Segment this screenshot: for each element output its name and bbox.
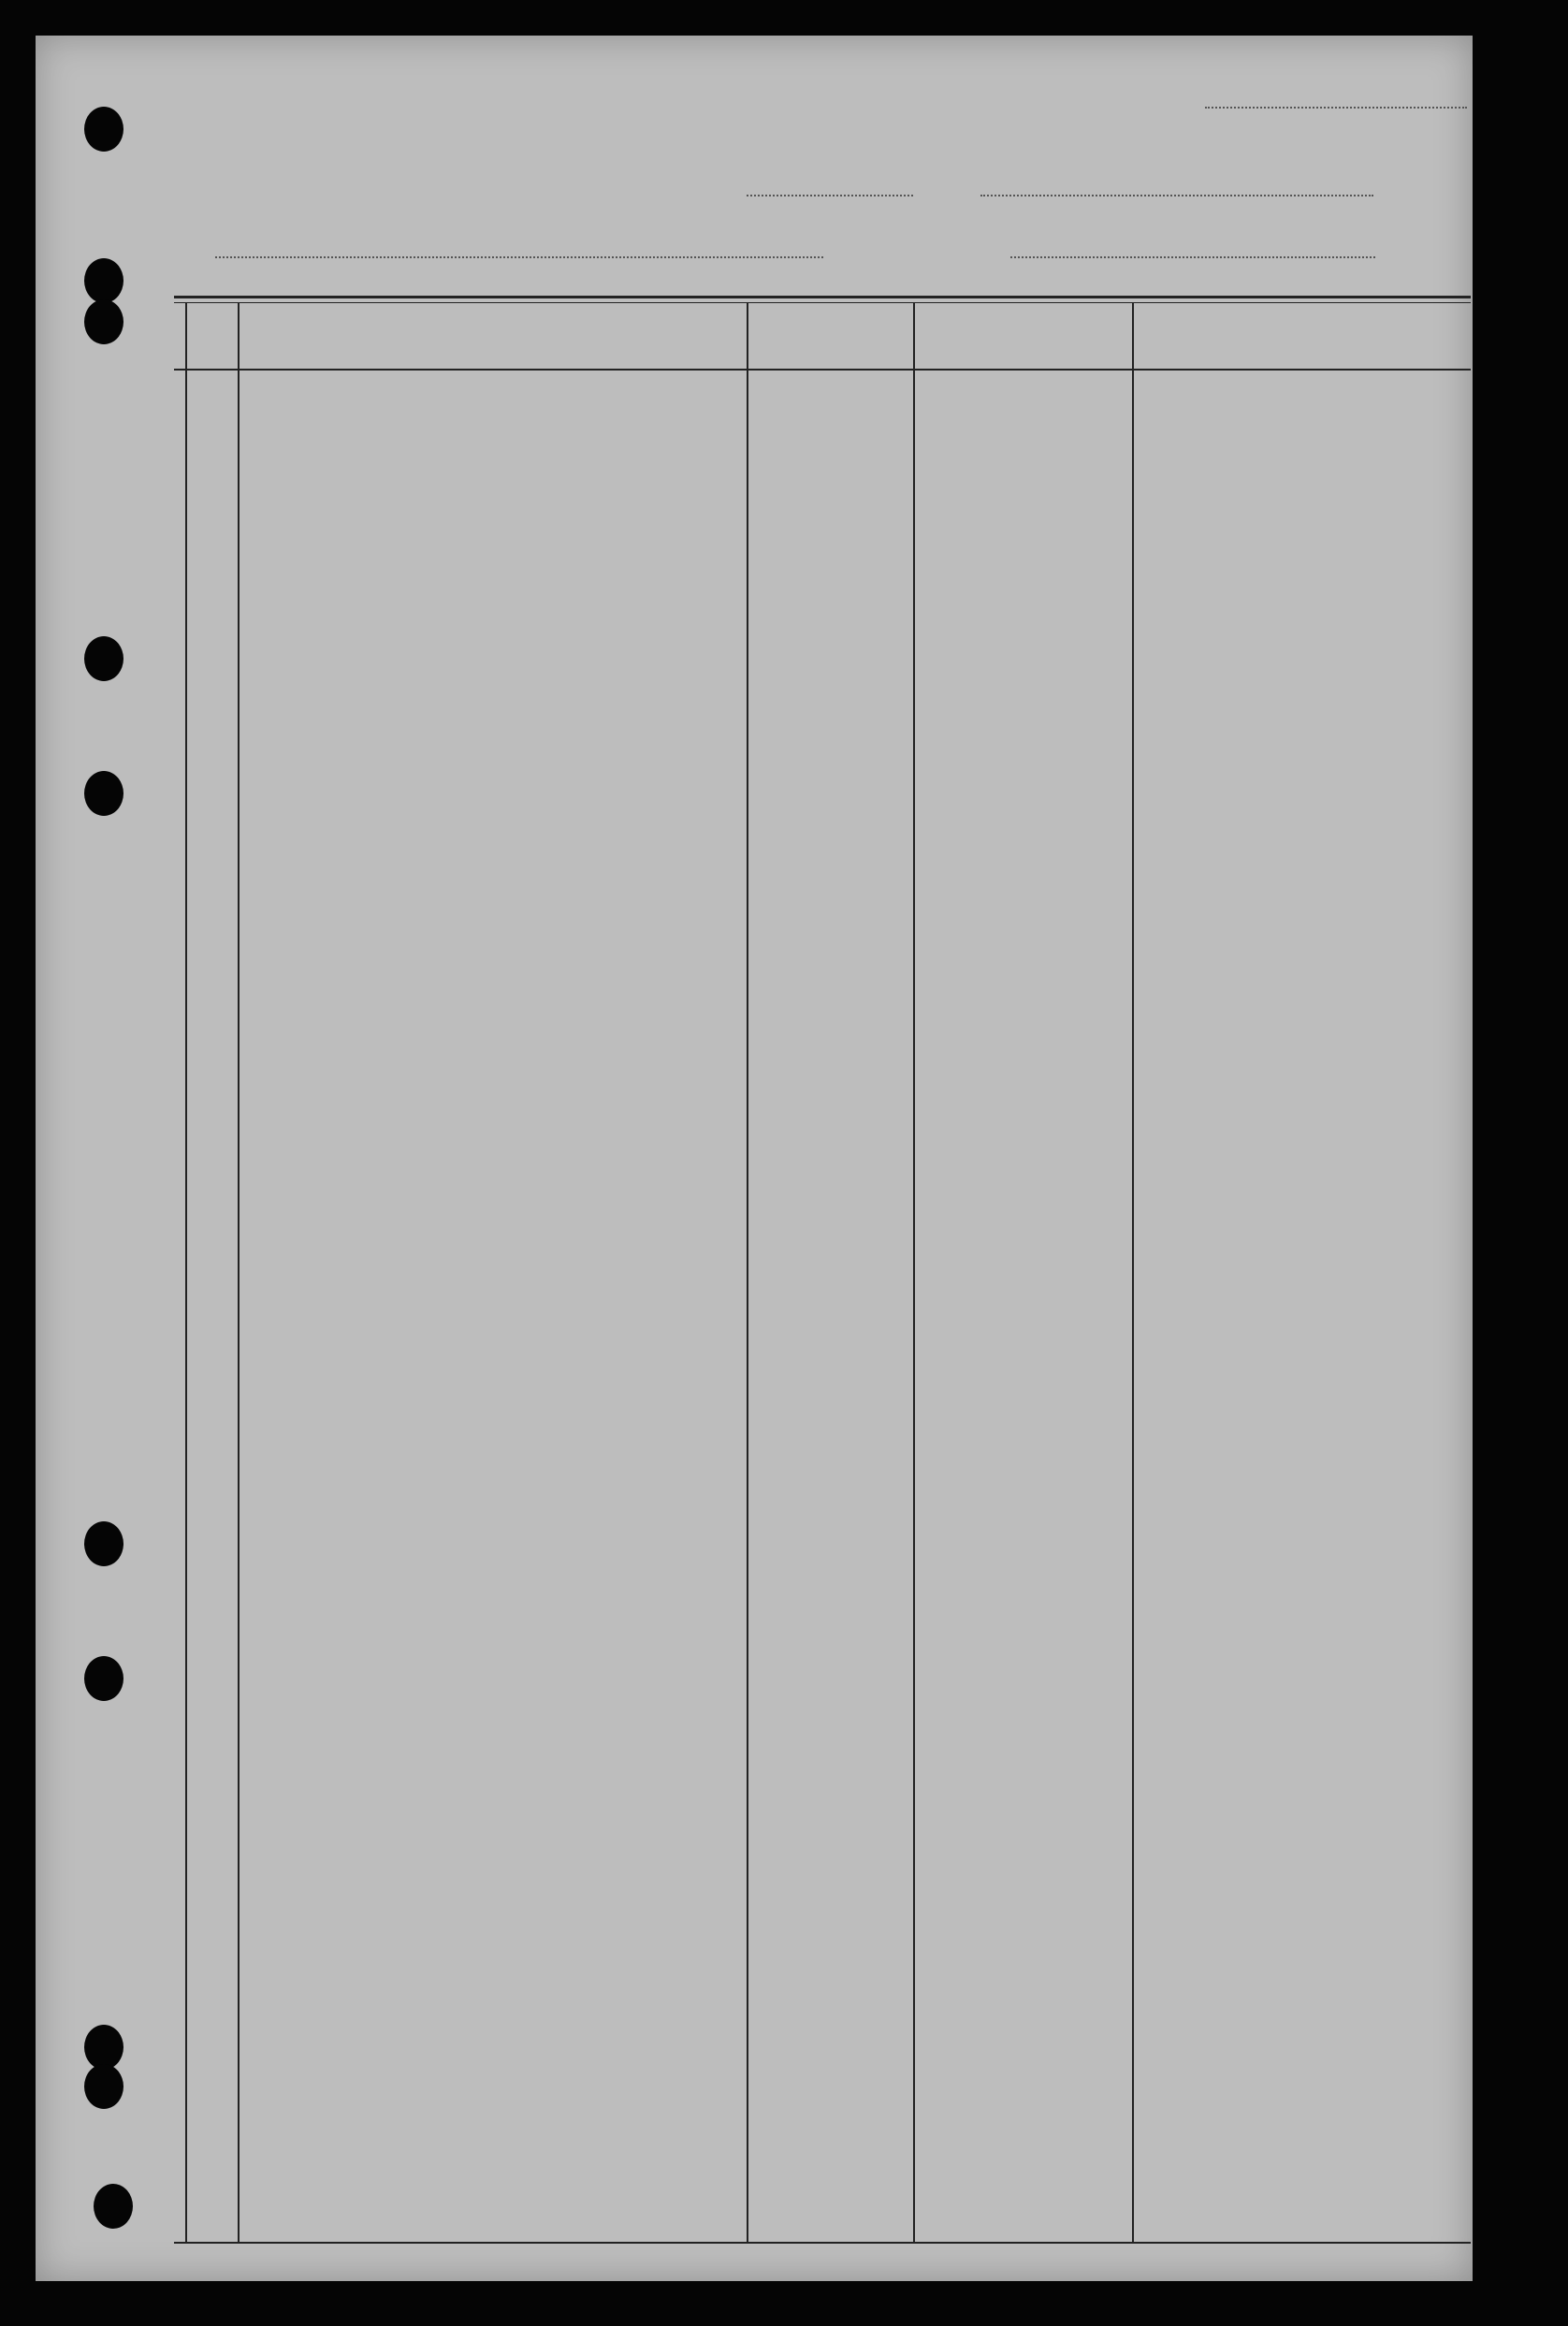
table-bottom-border: [174, 2242, 1471, 2244]
manifest-page: [36, 36, 1473, 2281]
punch-hole: [94, 2184, 133, 2229]
punch-hole: [84, 2025, 123, 2070]
col-sep-officers: [1132, 302, 1134, 2243]
class-line: [747, 195, 913, 196]
punch-hole: [84, 299, 123, 344]
header-bottom-border: [174, 369, 1471, 371]
punch-hole: [84, 2064, 123, 2109]
table-top-border: [174, 296, 1471, 298]
punch-hole: [84, 1656, 123, 1701]
punch-hole: [84, 258, 123, 303]
port-line: [980, 195, 1373, 196]
punch-hole: [84, 771, 123, 816]
vessel-line: [215, 256, 823, 258]
table-top-border-2: [174, 302, 1471, 303]
col-sep-baggage: [913, 302, 915, 2243]
punch-hole: [84, 636, 123, 681]
list-no-line: [1205, 107, 1467, 109]
col-sep-name: [238, 302, 240, 2243]
arrival-line: [1010, 256, 1375, 258]
col-sep-line: [185, 302, 187, 2243]
col-sep-passport: [747, 302, 748, 2243]
punch-hole: [84, 1521, 123, 1566]
punch-hole: [84, 107, 123, 152]
